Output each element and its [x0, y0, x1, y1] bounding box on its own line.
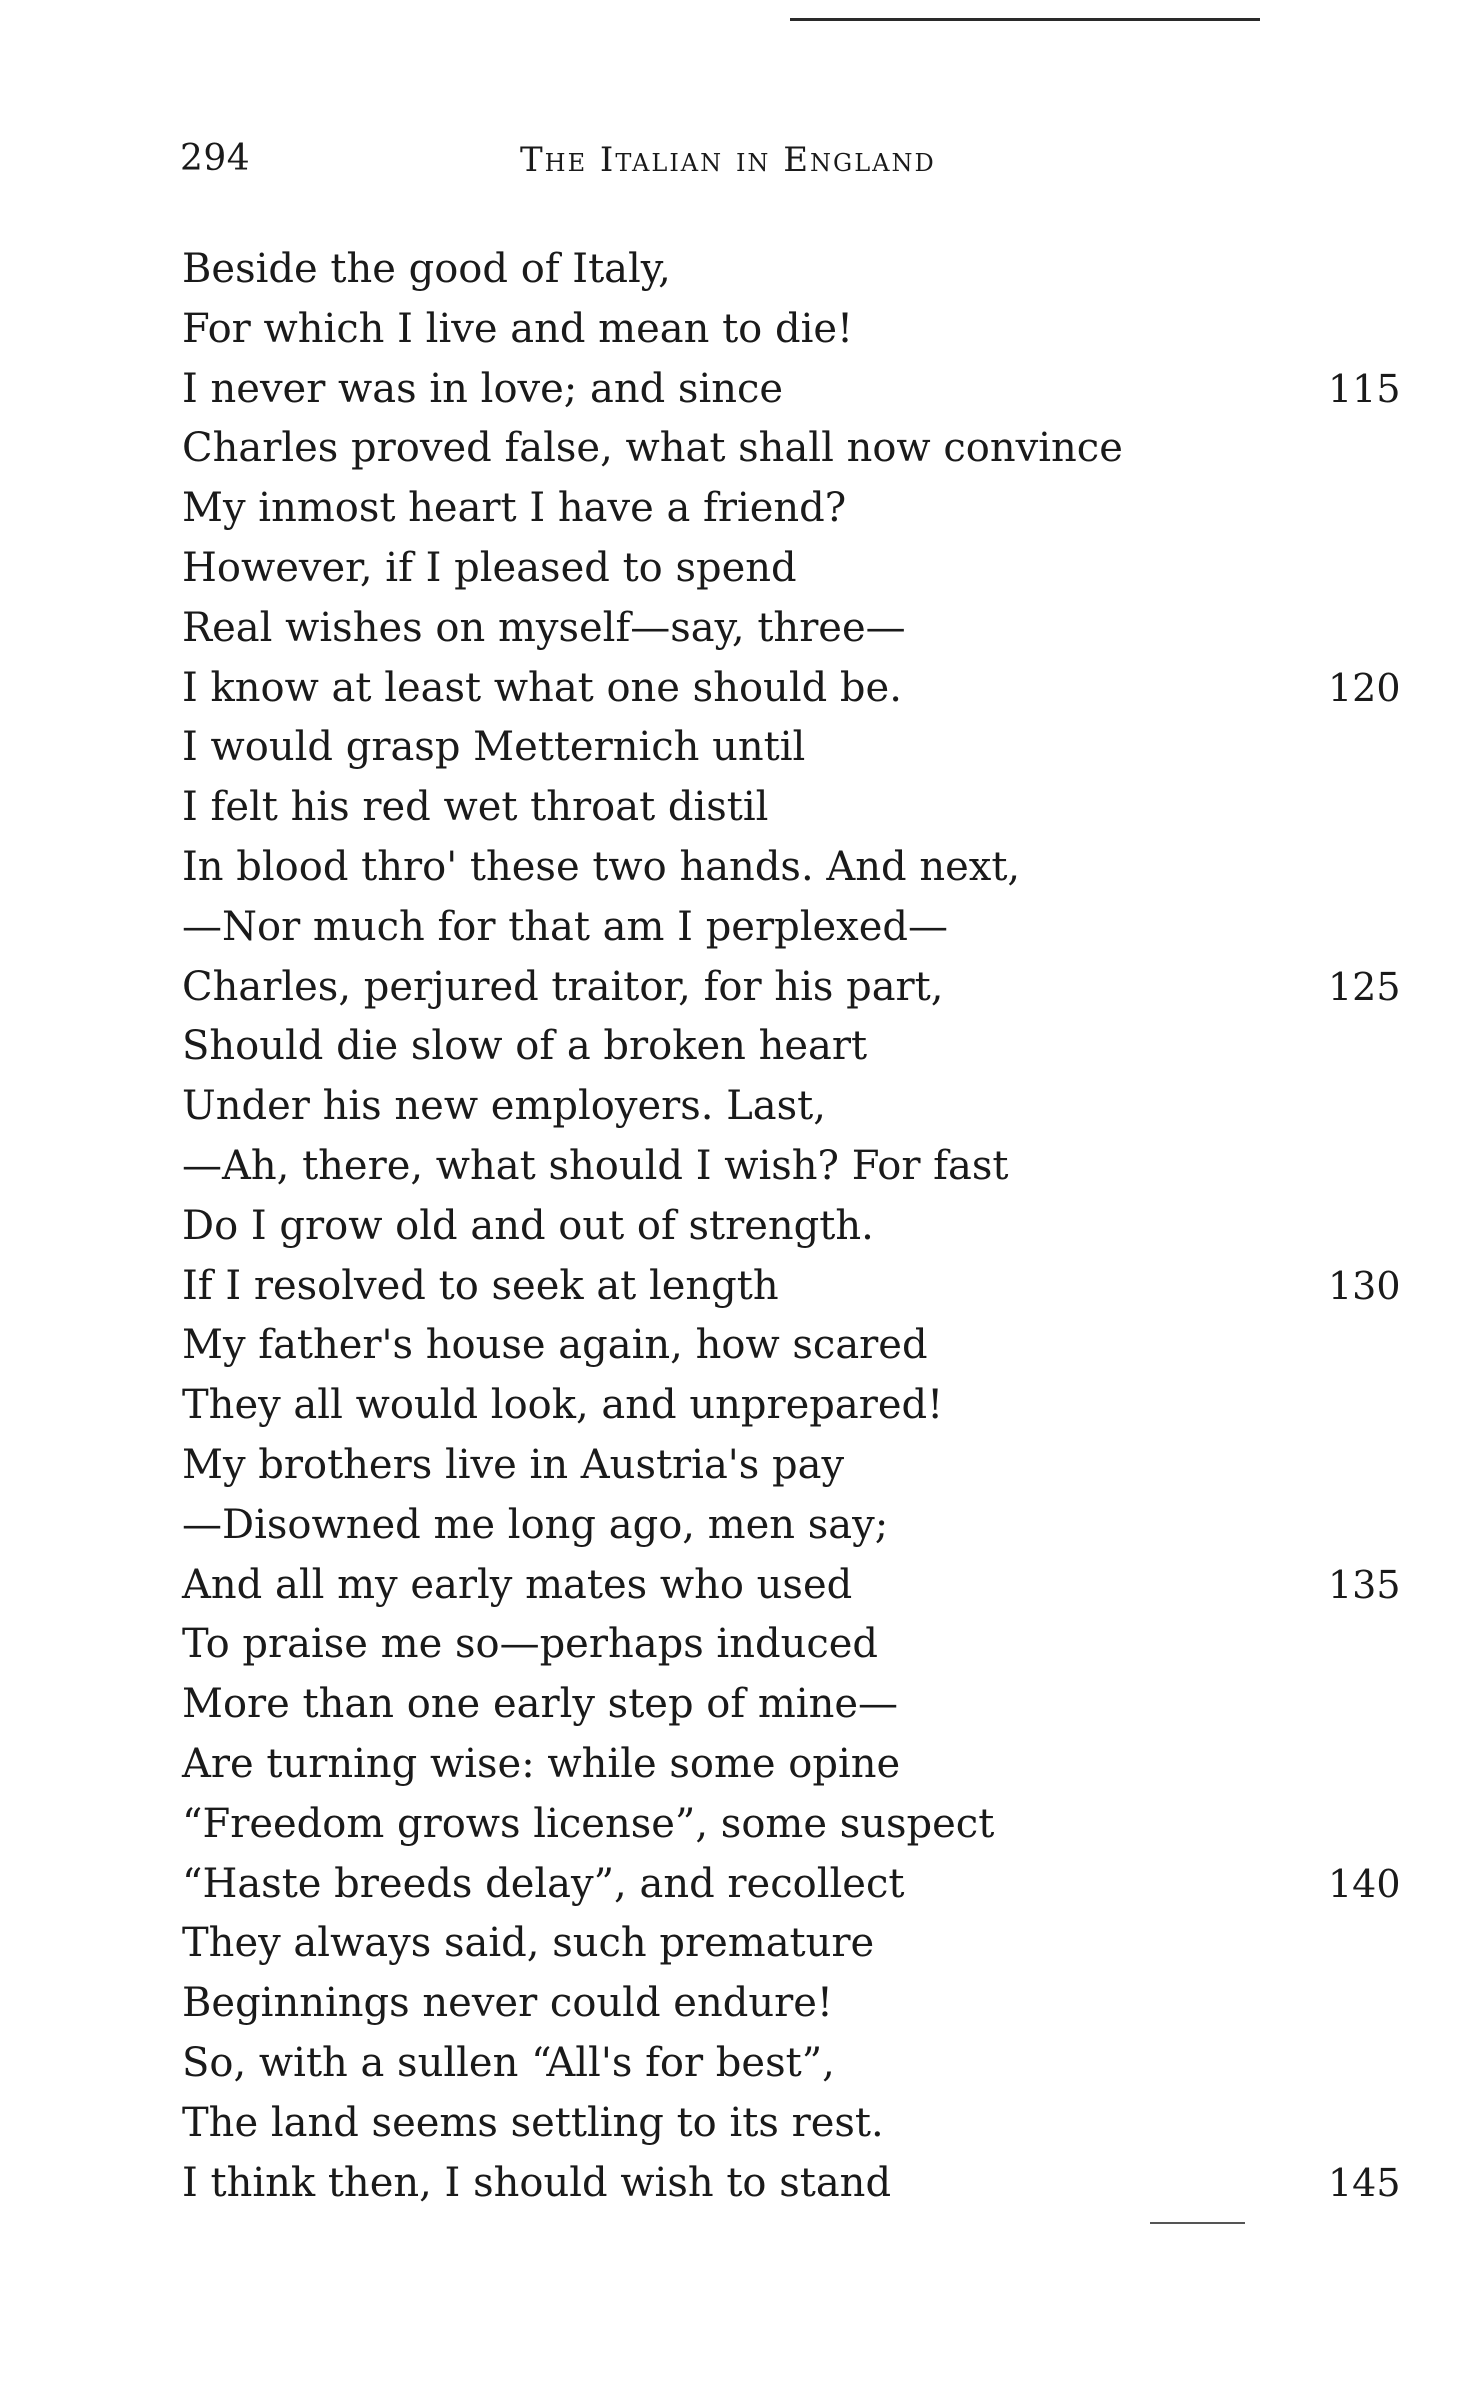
poem-line-text: They all would look, and unprepared! [182, 1382, 944, 1429]
line-number: 145 [1328, 2160, 1401, 2205]
poem-line [182, 300, 1382, 360]
poem-line [182, 240, 1382, 300]
poem-line-text: To praise me so—perhaps induced [182, 1621, 879, 1668]
line-number: 125 [1328, 964, 1401, 1009]
poem-line [182, 1376, 1382, 1436]
poem-line [182, 1556, 1401, 1616]
poem-line-text: Under his new employers. Last, [182, 1083, 826, 1130]
line-number: 120 [1328, 665, 1401, 710]
poem-line-text: However, if I pleased to spend [182, 544, 797, 591]
poem-line-text: I would grasp Metternich until [182, 724, 806, 771]
line-number: 115 [1328, 366, 1401, 411]
poem-line [182, 1077, 1382, 1137]
poem-line-text: Beside the good of Italy, [182, 246, 671, 292]
poem-line [182, 2034, 1382, 2094]
poem-line [182, 2094, 1382, 2154]
poem-line [182, 1735, 1382, 1795]
poem-line-text: Are turning wise: while some opine [182, 1740, 901, 1787]
poem-line [182, 419, 1382, 479]
poem-line [182, 1795, 1382, 1855]
poem-line [182, 1615, 1382, 1675]
poem-line-text: I never was in love; and since [182, 365, 784, 412]
poem-line [182, 360, 1401, 420]
line-number: 130 [1328, 1263, 1401, 1308]
bottom-rule [1150, 2222, 1245, 2224]
poem-line-text: My father's house again, how scared [182, 1322, 928, 1369]
page-number: 294 [180, 138, 251, 179]
poem-line-text: Charles proved false, what shall now convince [182, 425, 1123, 472]
poem-line [182, 1496, 1382, 1556]
poem-line-text: Charles, perjured traitor, for his part, [182, 963, 944, 1010]
poem-line-text: —Ah, there, what should I wish? For fast [182, 1142, 1009, 1189]
poem-line [182, 659, 1401, 719]
poem-line-text: I know at least what one should be. [182, 664, 902, 711]
poem-line-text: —Disowned me long ago, men say; [182, 1501, 889, 1548]
poem-line-text: My brothers live in Austria's pay [182, 1441, 845, 1488]
poem-line-text: So, with a sullen “All's for best”, [182, 2039, 835, 2086]
poem-line-text: I think then, I should wish to stand [182, 2159, 892, 2206]
poem-line-text: In blood thro' these two hands. And next, [182, 843, 1021, 890]
line-number: 135 [1328, 1562, 1401, 1607]
poem-line-text: “Haste breeds delay”, and recollect [182, 1860, 905, 1907]
poem-line-text: —Nor much for that am I perplexed— [182, 903, 948, 950]
poem-line [182, 1257, 1401, 1317]
poem-line [182, 1974, 1382, 2034]
line-number: 140 [1328, 1861, 1401, 1906]
poem-line [182, 1017, 1382, 1077]
poem-line [182, 718, 1382, 778]
poem-line [182, 898, 1382, 958]
poem-line [182, 1137, 1382, 1197]
poem-line [182, 778, 1382, 838]
poem-line [182, 1675, 1382, 1735]
poem-line [182, 838, 1382, 898]
poem-line [182, 479, 1382, 539]
poem-line-text: And all my early mates who used [182, 1561, 853, 1608]
poem-line [182, 1197, 1382, 1257]
poem-line-text: More than one early step of mine— [182, 1681, 899, 1728]
poem-line-text: Real wishes on myself—say, three— [182, 604, 906, 651]
poem-line-text: I felt his red wet throat distil [182, 784, 769, 831]
poem-line [182, 1436, 1382, 1496]
poem-line-text: Should die slow of a broken heart [182, 1023, 868, 1070]
poem-line-text: For which I live and mean to die! [182, 305, 854, 352]
poem-line [182, 599, 1382, 659]
poem-line-text: If I resolved to seek at length [182, 1262, 779, 1309]
poem-line [182, 1914, 1382, 1974]
poem-line [182, 1316, 1382, 1376]
poem-line [182, 1855, 1401, 1915]
running-title: The Italian in England [520, 140, 936, 180]
poem-line-text: Beginnings never could endure! [182, 1980, 833, 2027]
poem-line-text: Do I grow old and out of strength. [182, 1202, 874, 1249]
poem-line-text: “Freedom grows license”, some suspect [182, 1800, 995, 1847]
poem-line [182, 539, 1382, 599]
poem-line-text: The land seems settling to its rest. [182, 2099, 884, 2146]
poem-line-text: They always said, such premature [182, 1920, 875, 1967]
poem-line [182, 958, 1401, 1018]
poem-text [182, 240, 1401, 2213]
top-rule [790, 18, 1260, 21]
poem-line-text: My inmost heart I have a friend? [182, 485, 847, 532]
poem-line [182, 2154, 1401, 2214]
